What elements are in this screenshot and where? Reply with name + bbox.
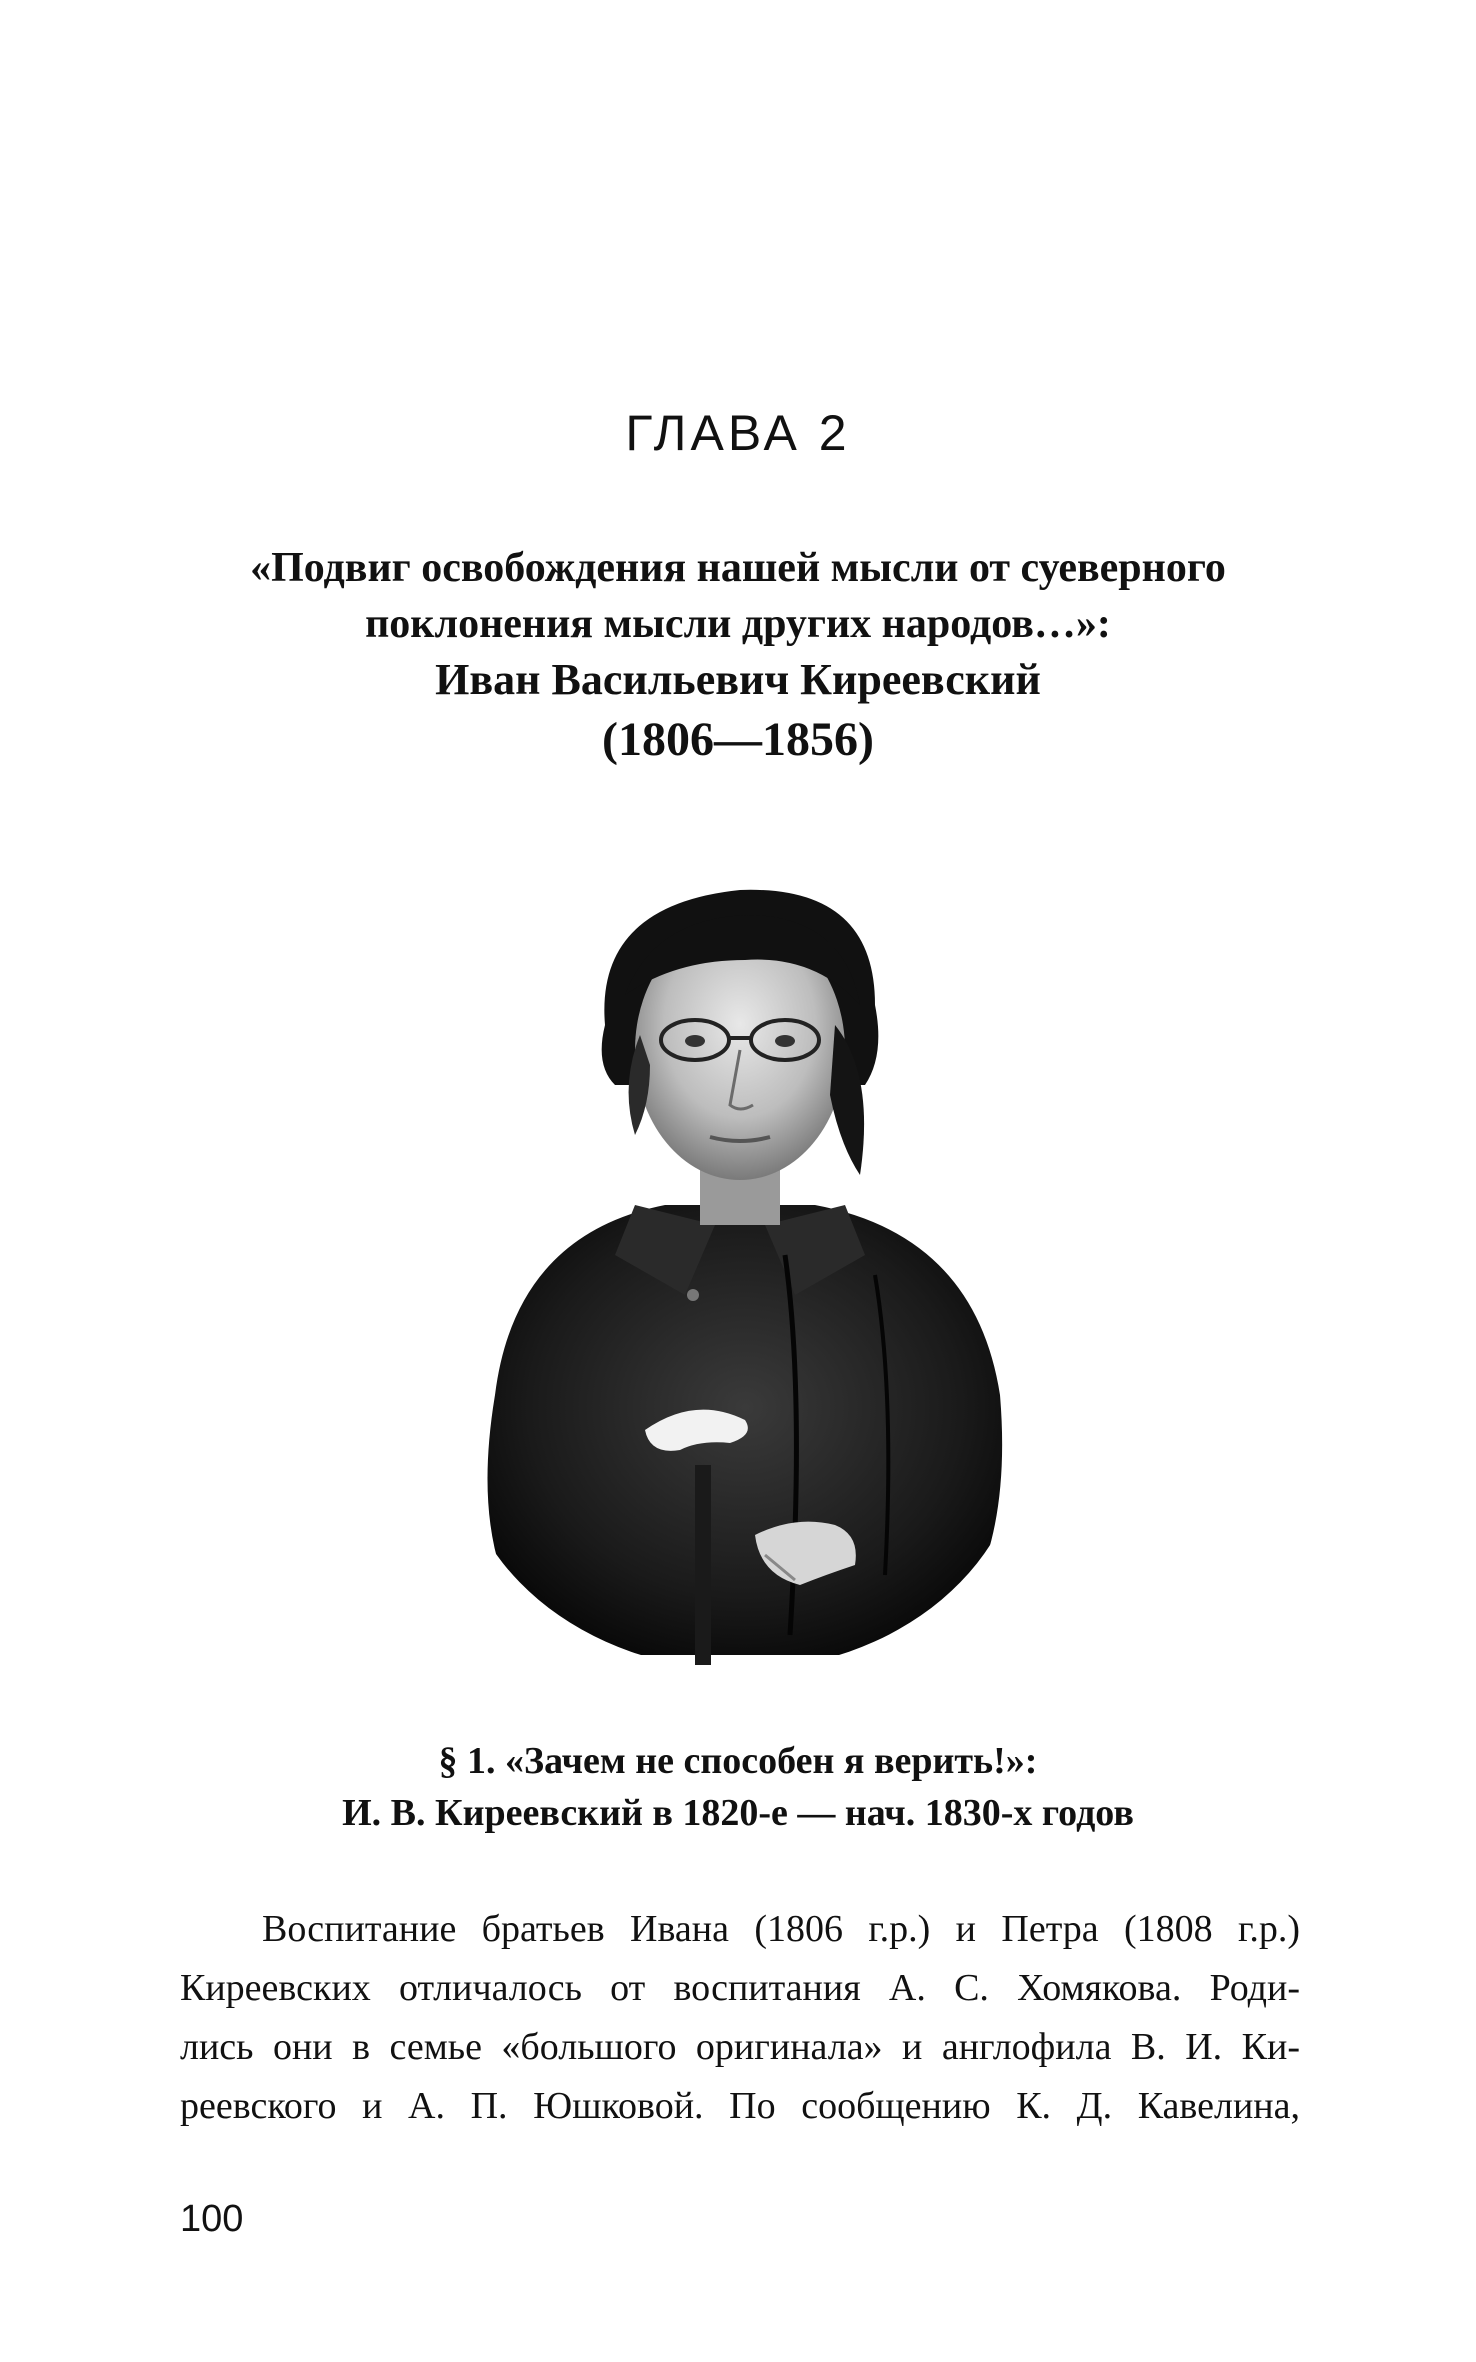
body-paragraph (180, 1900, 1300, 2136)
body-line: реевского и А. П. Юшковой. По сообщению К. Д. Кавелина, (180, 2085, 1300, 2127)
body-line: лись они в семье «большого оригинала» и англофила В. И. Ки- (180, 2026, 1300, 2068)
section-title (140, 1735, 1336, 1839)
body-line: Воспитание братьев Ивана (1806 г.р.) и Петра (1808 г.р.) (262, 1908, 1300, 1950)
person-name: Иван Васильевич Киреевский (435, 655, 1041, 704)
body-line: Киреевских отличалось от воспитания А. С. Хомякова. Роди- (180, 1967, 1300, 2009)
section-title-line: И. В. Киреевский в 1820-е — нач. 1830-х годов (342, 1792, 1134, 1834)
section-title-line: § 1. «Зачем не способен я верить!»: (438, 1740, 1038, 1782)
portrait-photo (455, 875, 1025, 1665)
chapter-title-line: «Подвиг освобождения нашей мысли от суеверного (250, 545, 1226, 591)
chapter-label: ГЛАВА 2 (625, 405, 851, 461)
person-years: (1806—1856) (602, 713, 874, 766)
chapter-title (140, 540, 1336, 768)
page-number: 100 (180, 2198, 244, 2240)
chapter-title-line: поклонения мысли других народов…»: (365, 601, 1111, 647)
